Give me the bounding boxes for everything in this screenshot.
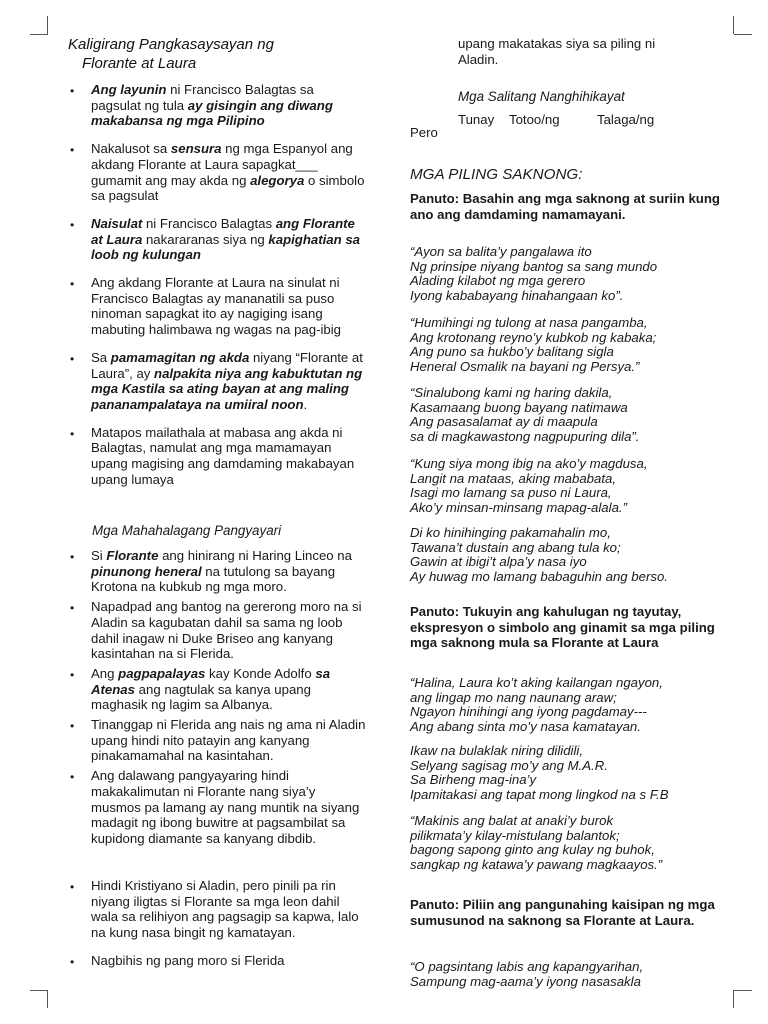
text-run: Tinanggap ni Flerida ang nais ng ama ni Aladin upang hindi nito patayin ang kanyang pinakamamahal na kasintahan. [91, 717, 366, 764]
stanza-line: Ikaw na bulaklak niring dilidili, [410, 743, 583, 758]
text-run: sa Atenas [91, 665, 331, 697]
stanza-line: Ngayon hinihingi ang iyong pagdamay--- [410, 704, 647, 720]
text-run: pamamagitan ng akda [110, 349, 250, 365]
stanza [410, 245, 730, 303]
stanza [410, 814, 730, 872]
instruction-2: Panuto: Tukuyin ang kahulugan ng tayutay, ekspresyon o simbolo ang ginamit sa mga piling mga saknong mula sa Florante at Laura [410, 604, 715, 651]
instruction-1: Panuto: Basahin ang mga saknong at suriin kung ano ang damdaming namamayani. [410, 191, 720, 222]
text-run: Ang dalawang pangyayaring hindi makakalimutan ni Florante nang siya’y musmos pa lamang ay nang muntik na siyang madagit ng ibong buwitre at pagsambilat sa kupidong diamante sa kanyang dibdib. [91, 768, 360, 846]
text-run: o simbolo sa pagsulat [91, 172, 365, 204]
text-run: ay gisingin ang diwang makabansa ng mga Pilipino [91, 97, 333, 129]
text-run: Naisulat [91, 215, 143, 231]
bullet-icon: • [70, 667, 75, 682]
events-bullet-list [68, 548, 366, 851]
word-talaga: Talaga/ng [597, 112, 655, 127]
word-totoo: Totoo/ng [509, 112, 560, 127]
text-run: pagpapalayas [118, 665, 206, 681]
text-run: Si [91, 548, 107, 563]
subheading-events: Mga Mahahalagang Pangyayari [92, 523, 282, 538]
continued-line-2: Aladin. [458, 51, 499, 67]
bullet-icon: • [70, 426, 75, 441]
text-run: ang hinirang ni Haring Linceo na [158, 548, 352, 563]
crop-mark-br-v [733, 990, 734, 1008]
stanza [410, 316, 730, 374]
title-line-2: Florante at Laura [82, 55, 197, 72]
bullet-icon: • [70, 84, 75, 98]
list-item [68, 878, 366, 941]
text-run: ni Francisco Balagtas [142, 215, 276, 231]
text-run: Nakalusot sa [91, 141, 171, 157]
bullet-icon: • [70, 954, 75, 969]
text-run: ni Francisco Balagtas sa pagsulat ng tula [91, 82, 314, 113]
list-item [68, 82, 366, 129]
text-run: Florante [106, 548, 159, 563]
stanza-line: “Humihingi ng tulong at nasa pangamba, [410, 315, 648, 330]
stanza-line: Selyang sagisag mo’y ang M.A.R. [410, 757, 608, 773]
list-item [68, 425, 366, 488]
text-run: ang Florante at Laura [91, 215, 355, 247]
background-bullet-list [68, 82, 366, 499]
stanza-line: Gawin at ibigi’t alpa’y nasa iyo [410, 554, 587, 570]
bullet-icon: • [70, 880, 75, 894]
text-run: sensura [170, 141, 222, 157]
bullet-icon: • [70, 550, 75, 564]
text-run: niyang “Florante at Laura”, ay [91, 349, 363, 381]
stanza-line: Ang abang sinta mo’y nasa kamatayan. [410, 718, 641, 734]
stanza [410, 744, 730, 802]
instruction-3: Panuto: Piliin ang pangunahing kaisipan ng mga sumusunod na saknong sa Florante at Laura. [410, 897, 715, 928]
list-item [68, 548, 366, 595]
continued-text [458, 36, 728, 67]
text-run: ng mga Espanyol ang akdang Florante at Laura sapagkat___ gumamit ang may akda ng [91, 141, 353, 188]
stanza-line: pilikmata’y kilay-mistulang balantok; [410, 827, 620, 843]
bullet-icon: • [70, 770, 75, 785]
text-run: ang nagtulak sa kanya upang maghasik ng lagim sa Albanya. [91, 681, 311, 713]
list-item [68, 953, 366, 969]
stanza-line: Di ko hinihinging pakamahalin mo, [410, 525, 611, 540]
stanza-line: Isagi mo lamang sa puso ni Laura, [410, 485, 612, 501]
crop-mark-tl-h [30, 34, 48, 35]
list-item [68, 275, 366, 338]
stanza-line: “Makinis ang balat at anaki’y burok [410, 813, 614, 828]
stanza-line: Alading kilabot ng mga gerero [410, 273, 586, 289]
text-run: kay Konde Adolfo [205, 665, 316, 681]
stanza-line: Iyong kababayang hinahangaan ko”. [410, 287, 624, 303]
list-item [68, 216, 366, 263]
stanza-line: sangkap ng katawa’y pawang magkaayos.” [410, 856, 663, 872]
stanza-line: Heneral Osmalik na bayani ng Persya.” [410, 358, 640, 374]
stanza [410, 386, 730, 444]
stanza-line: “O pagsintang labis ang kapangyarihan, [410, 959, 644, 974]
stanza [410, 960, 730, 989]
text-run: Nagbihis ng pang moro si Flerida [91, 952, 285, 968]
stanza-line: “Halina, Laura ko’t aking kailangan ngayon, [410, 675, 663, 690]
page-title [68, 35, 368, 73]
text-run: Napadpad ang bantog na gererong moro na si Aladin sa kagubatan dahil sa sama ng loob dahil inagaw ni Duke Briseo ang kanyang kasintahan na si Flerida. [91, 599, 362, 662]
bullet-icon: • [70, 351, 75, 366]
stanza-line: Langit na mataas, aking mababata, [410, 470, 617, 486]
crop-mark-tr-v [733, 16, 734, 34]
text-run: Ang layunin [91, 82, 167, 97]
list-item [68, 768, 366, 847]
text-run: Sa [91, 349, 111, 365]
stanza-line: “Kung siya mong ibig na ako’y magdusa, [410, 456, 648, 471]
stanza-line: sa di magkawastong nagpupuring dila”. [410, 428, 640, 444]
stanza-line: Ng prinsipe niyang bantog sa sang mundo [410, 258, 658, 274]
title-line-1: Kaligirang Pangkasaysayan ng [68, 36, 274, 53]
section-heading: MGA PILING SAKNONG: [410, 166, 583, 183]
list-item [68, 350, 366, 413]
events-bullet-list-2 [68, 878, 366, 981]
text-run: Hindi Kristiyano si Aladin, pero pinili pa rin niyang iligtas si Florante sa mga leon dahil wala sa relihiyon ang pagsagip sa kapwa, lalo na kung nasa bingit ng kamatayan. [91, 878, 359, 941]
stanza-line: Tawana’t dustain ang abang tula ko; [410, 539, 621, 555]
bullet-icon: • [70, 719, 75, 734]
text-run: Matapos mailathala at mabasa ang akda ni Balagtas, namulat ang mga mamamayan upang magising ang damdaming makabayan upang lumaya [91, 424, 355, 487]
stanza-line: Ang pasasalamat ay di maapula [410, 414, 598, 430]
stanza-line: “Ayon sa balita’y pangalawa ito [410, 244, 592, 259]
text-run: Ang akdang Florante at Laura na sinulat ni Francisco Balagtas ay mananatili sa puso ninoman sapagkat ito ay nagiging isang mabuting halimbawa ng wagas na pag-ibig [91, 275, 341, 338]
stanza-line: ang lingap mo nang naunang araw; [410, 689, 617, 705]
stanza-line: Sampung mag-aama’y iyong nasasakla [410, 973, 641, 989]
stanza-line: Ipamitakasi ang tapat mong lingkod na s F.B [410, 786, 669, 802]
list-item [68, 141, 366, 204]
crop-mark-tl-v [47, 16, 48, 34]
text-run: nalpakita niya ang kabuktutan ng mga Kastila sa ating bayan at ang maling pananampalataya na umiiral noon [91, 365, 363, 412]
text-run: Ang [91, 665, 119, 681]
stanza [410, 676, 730, 734]
stanza [410, 526, 730, 584]
text-run: kapighatian sa loob ng kulungan [91, 231, 361, 263]
bullet-icon: • [70, 277, 75, 292]
crop-mark-tr-h [734, 34, 752, 35]
stanza-line: Kasamaang buong bayang natimawa [410, 399, 628, 415]
stanza-line: Ako’y minsan-minsang mapag-alala.” [410, 499, 627, 515]
subheading-persuasive-words: Mga Salitang Nanghihikayat [458, 89, 625, 104]
stanza-line: Ang krotonang reyno’y kubkob ng kabaka; [410, 329, 657, 345]
crop-mark-bl-v [47, 990, 48, 1008]
bullet-icon: • [70, 143, 75, 158]
stanza-line: “Sinalubong kami ng haring dakila, [410, 385, 613, 400]
text-run: pinunong heneral [91, 563, 202, 579]
text-run: alegorya [250, 172, 305, 188]
stanza-line: Ay huwag mo lamang babaguhin ang berso. [410, 568, 668, 584]
bullet-icon: • [70, 601, 75, 616]
stanza-line: bagong sapong ginto ang kulay ng buhok, [410, 842, 655, 858]
word-pero: Pero [410, 125, 438, 140]
stanza-line: Sa Birheng mag-ina’y [410, 772, 537, 788]
list-item [68, 717, 366, 764]
word-tunay: Tunay [458, 112, 495, 127]
text-run: nakararanas siya ng [142, 231, 269, 247]
list-item [68, 666, 366, 713]
text-run: na tutulong sa bayang Krotona na kubkub ng mga moro. [91, 563, 336, 595]
bullet-icon: • [70, 217, 75, 232]
text-run: . [303, 396, 308, 412]
crop-mark-br-h [734, 990, 752, 991]
stanza-line: Ang puno sa hukbo’y balitang sigla [410, 344, 614, 360]
crop-mark-bl-h [30, 990, 48, 991]
continued-line-1: upang makatakas siya sa piling ni [458, 36, 656, 51]
list-item [68, 599, 366, 662]
stanza [410, 457, 730, 515]
